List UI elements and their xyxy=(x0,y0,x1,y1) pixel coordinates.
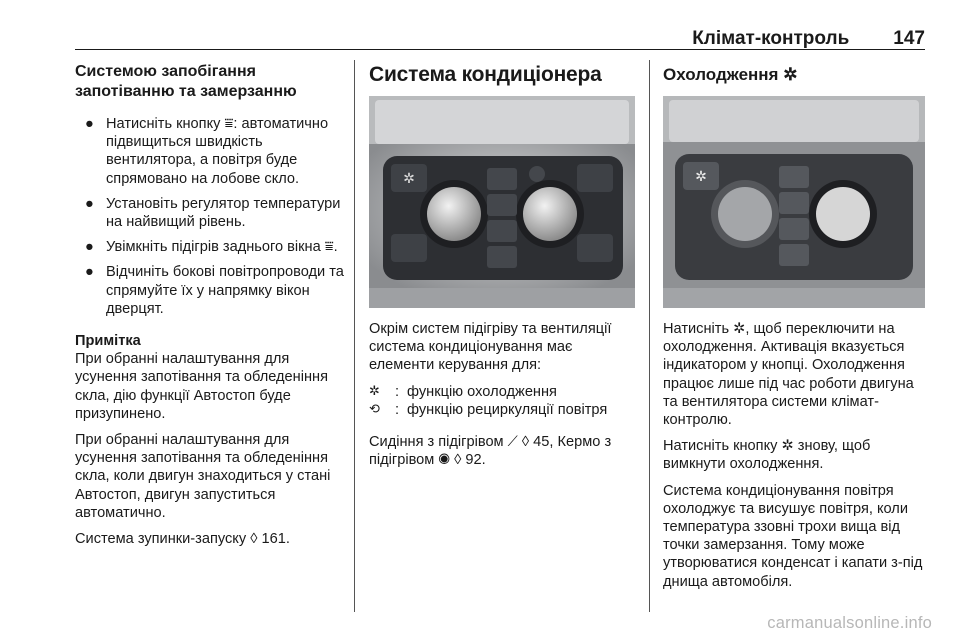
page-header xyxy=(75,28,925,50)
recirculation-description: функцію рециркуляції повітря xyxy=(407,401,608,418)
column-ac-system xyxy=(369,62,635,469)
cooling-description: функцію охолодження xyxy=(407,383,557,400)
bullet-icon: ● xyxy=(85,239,94,256)
column-defog xyxy=(75,62,347,548)
column-cooling xyxy=(663,62,931,591)
svg-text:✲: ✲ xyxy=(695,168,707,184)
section-title: Клімат-контроль xyxy=(692,28,850,49)
column-divider-1 xyxy=(354,60,355,612)
header-rule xyxy=(75,49,925,50)
ac-controls-list: ✲ : функцію охолодження ⟲ : функцію рециркуляції повітря xyxy=(369,383,635,419)
list-item: ● Увімкніть підігрів заднього вікна ⩸. xyxy=(85,239,338,256)
ac-intro: Окрім систем підігріву та вентиляції система кондиціонування має елементи керування для: xyxy=(369,321,612,374)
bullet-icon: ● xyxy=(85,195,94,212)
stop-start-reference: Система зупинки-запуску ◊ 161. xyxy=(75,531,290,548)
climate-panel-photo xyxy=(369,96,635,308)
defog-steps xyxy=(75,115,347,318)
note-paragraph-2: При обранні налаштування для усунення запотівання та обледеніння скла, коли двигун знаходиться у стані Автостоп, двигун запуститься автоматично. xyxy=(75,432,331,521)
cooling-paragraph-1: Натисніть ✲, щоб переключити на охолодження. Активація вказується індикатором у кнопці. Охолодження працює лише під час роботи двигуна та вентилятора системи клімат-контролю. xyxy=(663,321,914,429)
cooling-paragraph-3: Система кондиціонування повітря охолоджує та висушує повітря, коли температура ззовні трохи вища від точки замерзання. Тому може утворюватися конденсат і капати з-під днища автомобіля. xyxy=(663,482,923,590)
heated-seats-reference: Сидіння з підігрівом ⟋ ◊ 45, Кермо з підігрівом ◉ ◊ 92. xyxy=(369,434,612,469)
note-title: Примітка xyxy=(75,333,141,350)
watermark: carmanualsonline.info xyxy=(767,614,932,632)
cooling-paragraph-2: Натисніть кнопку ✲ знову, щоб вимкнути охолодження. xyxy=(663,438,871,473)
ac-heading: Система кондиціонера xyxy=(369,63,602,86)
defog-heading: Системою запобігання запотіванню та замерзанню xyxy=(75,63,297,100)
cooling-heading: Охолодження ✲ xyxy=(663,65,798,84)
page-number: 147 xyxy=(893,28,925,49)
list-item: ● Відчиніть бокові повітропроводи та спрямуйте їх у напрямку вікон дверцят. xyxy=(85,264,344,317)
cooling-icon: ✲ xyxy=(369,383,380,399)
bullet-icon: ● xyxy=(85,264,94,281)
svg-text:✲: ✲ xyxy=(403,170,415,186)
bullet-icon: ● xyxy=(85,116,94,132)
list-item: ● Натисніть кнопку ⩸: автоматично підвищиться швидкість вентилятора, а повітря буде спрямовано на лобове скло. xyxy=(85,116,329,187)
list-item: ● Установіть регулятор температури на найвищий рівень. xyxy=(85,195,341,231)
recirculation-icon: ⟲ xyxy=(369,401,380,417)
column-divider-2 xyxy=(649,60,650,612)
cooling-button-photo xyxy=(663,96,925,308)
note-paragraph-1: При обранні налаштування для усунення запотівання та обледеніння скла, дію функції Автостоп буде призупинено. xyxy=(75,351,328,422)
